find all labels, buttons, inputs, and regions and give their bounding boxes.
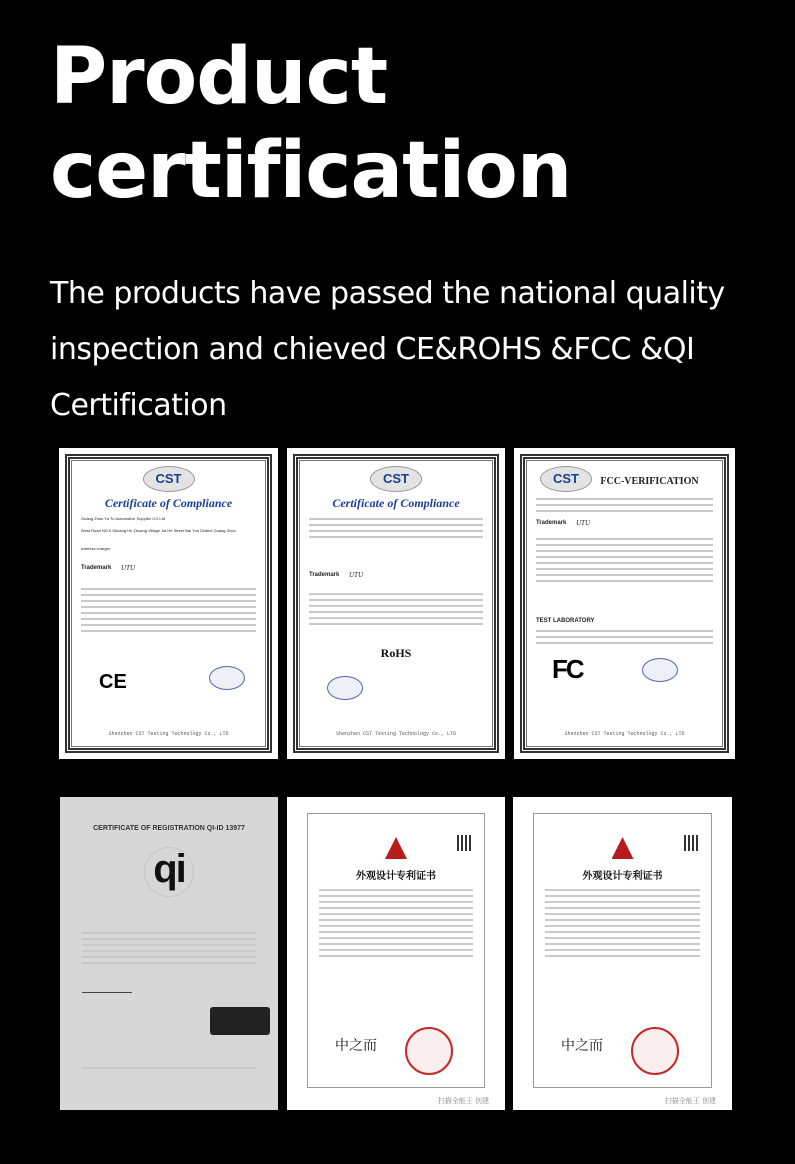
cst-logo: CST xyxy=(143,466,195,492)
patent-title: 外观设计专利证书 xyxy=(356,871,436,882)
page-title: Product certification xyxy=(50,32,572,216)
trademark-label: Trademark xyxy=(309,572,340,578)
approval-stamp xyxy=(209,666,245,690)
applicant: Guang Zhou Yu Tu Automotive Supplier CO Ltd xyxy=(81,516,165,521)
certificate-footer: Shenzhen CST Testing Technology Co., LTD xyxy=(564,731,685,737)
page-subtitle: The products have passed the national quality inspection and chieved CE&ROHS &FCC &QI Certification xyxy=(50,276,725,423)
product: wireless charger xyxy=(81,546,111,551)
approval-stamp xyxy=(327,676,363,700)
certificate-title: Certificate of Compliance xyxy=(104,496,233,510)
approval-stamp xyxy=(642,658,678,682)
patent-certificate-image xyxy=(287,797,505,1110)
certificate-title: FCC-VERIFICATION xyxy=(600,476,699,487)
official-seal xyxy=(631,1027,679,1075)
rohs-certificate-image xyxy=(287,448,505,759)
trademark-value: UTU xyxy=(349,571,364,579)
certificate-footer: Shenzhen CST Testing Technology Co., LTD xyxy=(108,731,229,737)
test-laboratory-label: TEST LABORATORY xyxy=(536,618,595,624)
signature xyxy=(82,992,132,993)
qr-code xyxy=(457,835,473,851)
trademark-value: UTU xyxy=(121,564,136,572)
scan-watermark: 扫描全能王 创建 xyxy=(664,1097,716,1105)
patent-certificate-image xyxy=(513,797,732,1110)
cst-logo: CST xyxy=(370,466,422,492)
qi-certificate-heading: CERTIFICATE OF REGISTRATION QI-ID 13977 xyxy=(93,825,245,832)
qi-logo: qi xyxy=(153,847,185,891)
certificate-footer: Shenzhen CST Testing Technology Co., LTD xyxy=(335,731,457,737)
scan-watermark: 扫描全能王 创建 xyxy=(437,1097,489,1105)
cst-logo: CST xyxy=(540,466,592,492)
charger-image xyxy=(210,1007,270,1035)
trademark-label: Trademark xyxy=(536,520,567,526)
ce-certificate-image xyxy=(59,448,278,759)
certificate-title: Certificate of Compliance xyxy=(332,496,460,510)
trademark-label: Trademark xyxy=(81,565,112,571)
fcc-certificate-image xyxy=(514,448,735,759)
address: West Road NO.9 Shuang He Zhuang Village Jia He Street Bai Yun District Guang Zhou xyxy=(81,528,236,533)
qr-code xyxy=(684,835,700,851)
ce-mark: CE xyxy=(99,671,127,693)
signature: 中之而 xyxy=(335,1038,377,1054)
rohs-mark: RoHS xyxy=(380,646,412,660)
qi-certificate-image xyxy=(60,797,278,1110)
trademark-value: UTU xyxy=(576,519,591,527)
patent-title: 外观设计专利证书 xyxy=(582,871,663,882)
fcc-mark: FC xyxy=(552,654,583,684)
signature: 中之而 xyxy=(561,1038,603,1054)
official-seal xyxy=(405,1027,453,1075)
